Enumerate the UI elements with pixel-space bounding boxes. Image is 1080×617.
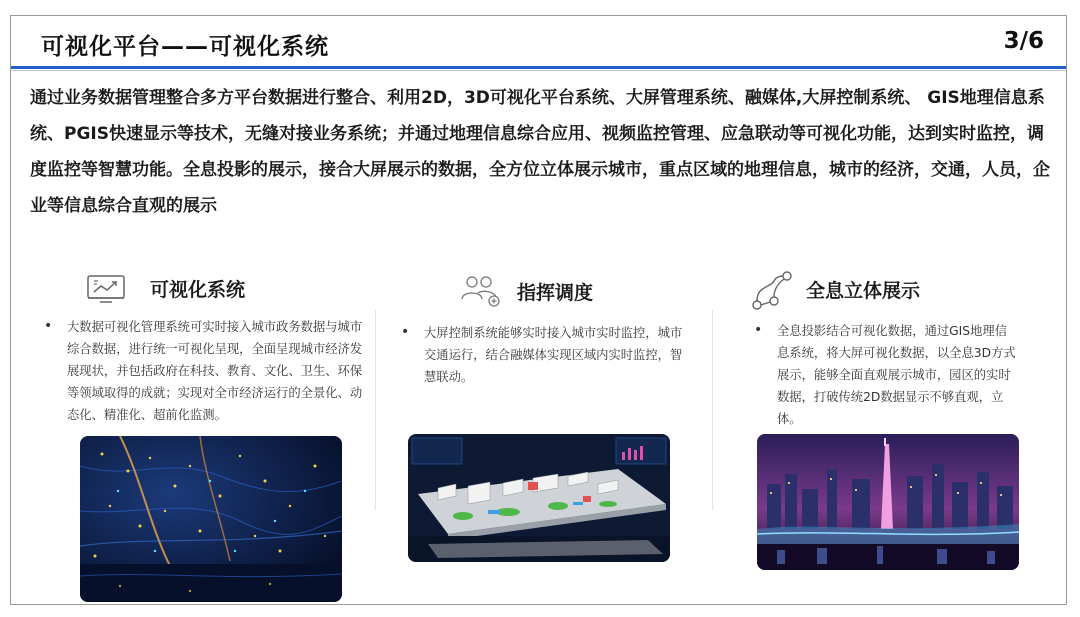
header-rule	[11, 66, 1066, 69]
column-text: 全息投影结合可视化数据，通过GIS地理信息系统，将大屏可视化数据，以全息3D方式展示，能够全面直观展示城市，园区的实时数据，打破传统2D数据显示不够直观，立体。	[777, 324, 1016, 426]
column-title: 可视化系统	[150, 279, 246, 301]
bullet: •	[44, 318, 53, 334]
column-divider	[375, 310, 376, 510]
command-3d-model-image	[408, 434, 670, 562]
column-divider	[712, 310, 713, 510]
slide-header	[11, 16, 1066, 66]
page-number: 3/6	[1003, 28, 1044, 54]
bullet: •	[401, 324, 410, 340]
slide-title: 可视化平台——可视化系统	[41, 34, 329, 60]
header-rule-shadow	[11, 70, 1066, 71]
node-network-icon	[750, 268, 794, 316]
chart-monitor-icon	[85, 273, 127, 309]
column-title: 全息立体展示	[806, 280, 921, 302]
holographic-city-night-image	[757, 434, 1019, 570]
city-data-map-image	[80, 436, 342, 602]
bullet: •	[754, 322, 763, 338]
column-title: 指挥调度	[517, 282, 594, 304]
column-text: 大屏控制系统能够实时接入城市实时监控，城市交通运行，结合融媒体实现区域内实时监控，智慧联动。	[424, 326, 683, 384]
users-group-icon	[458, 273, 504, 313]
column-text: 大数据可视化管理系统可实时接入城市政务数据与城市综合数据，进行统一可视化呈现，全面呈现城市经济发展现状，并包括政府在科技、教育、文化、卫生、环保等领域取得的成就；实现对全市经济运行的全景化、动态化、精准化、超前化监测。	[67, 320, 363, 422]
intro-paragraph: 通过业务数据管理整合多方平台数据进行整合、利用2D，3D可视化平台系统、大屏管理系统、融媒体,大屏控制系统、 GIS地理信息系统、PGIS快速显示等技术，无缝对接业务系统；并通过地理信息综合应用、视频监控管理、应急联动等可视化功能，达到实时监控，调度监控等智慧功能。全息投影的展示，接合大屏展示的数据，全方位立体展示城市，重点区域的地理信息，城市的经济，交通，人员，企业等信息综合直观的展示	[30, 88, 1050, 216]
